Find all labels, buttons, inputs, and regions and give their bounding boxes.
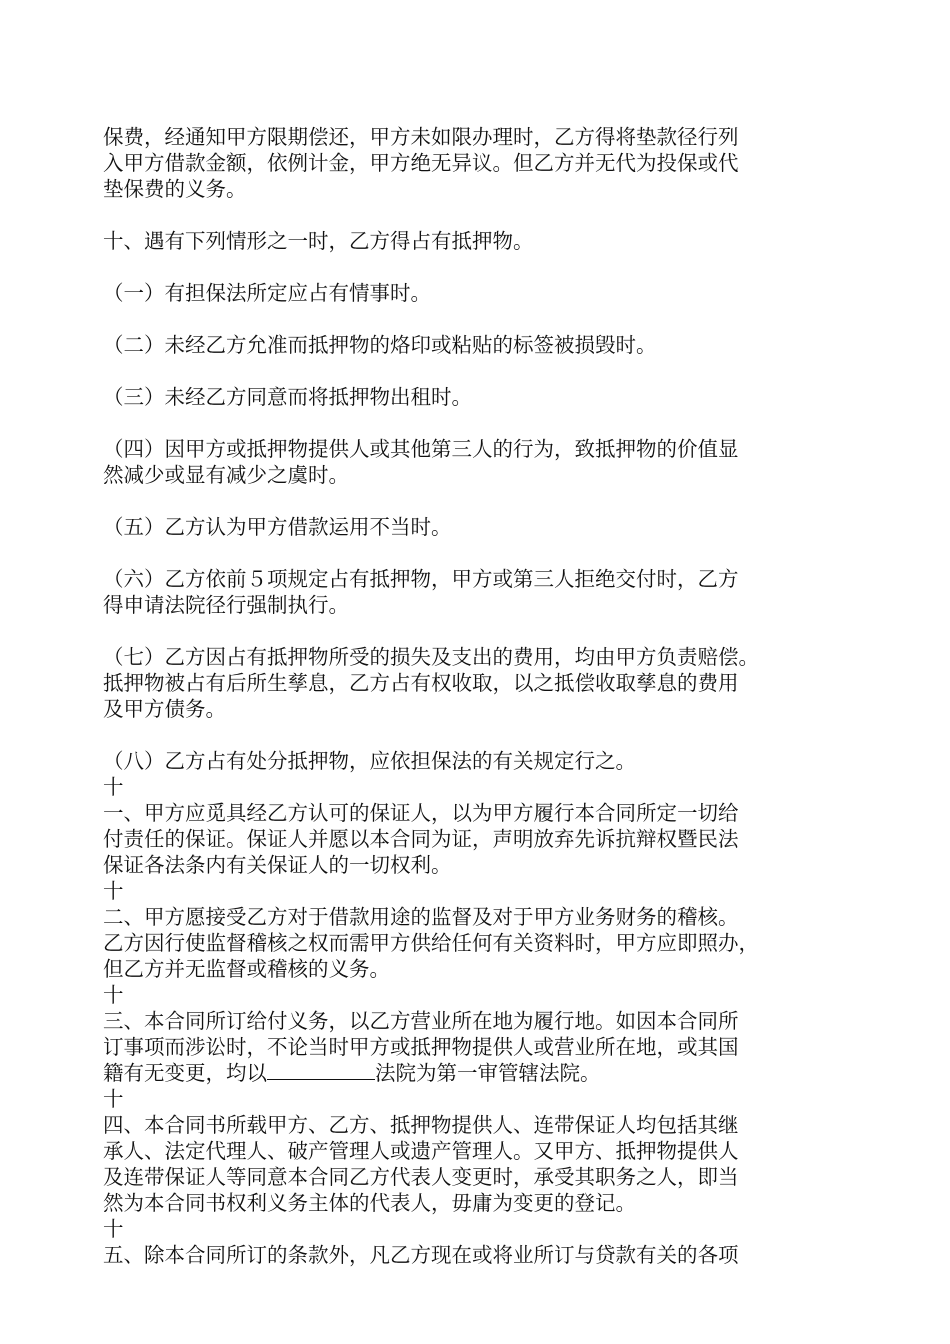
text-line: （八）乙方占有处分抵押物，应依担保法的有关规定行之。	[103, 749, 636, 773]
text-line	[103, 1060, 853, 1086]
text-line: 付责任的保证。保证人并愿以本合同为证，声明放弃先诉抗辩权暨民法	[103, 827, 739, 851]
text-line: （七）乙方因占有抵押物所受的损失及支出的费用，均由甲方负责赔偿。	[103, 645, 759, 669]
text-line: （一）有担保法所定应占有情事时。	[103, 281, 431, 305]
text-line: 保费，经通知甲方限期偿还，甲方未如限办理时，乙方得将垫款径行列	[103, 125, 739, 149]
text-line: （六）乙方依前５项规定占有抵押物，甲方或第三人拒绝交付时，乙方	[103, 567, 739, 591]
contract-page	[103, 124, 853, 1268]
text-line: 入甲方借款金额，依例计金，甲方绝无异议。但乙方并无代为投保或代	[103, 151, 739, 175]
text-line: 然减少或显有减少之虞时。	[103, 463, 349, 487]
clause-10-heading	[103, 228, 853, 254]
court-name-blank-field[interactable]	[267, 1061, 375, 1080]
text-line: 但乙方并无监督或稽核的义务。	[103, 957, 390, 981]
clause-number-ten: 十	[103, 983, 124, 1007]
clause-15	[103, 1216, 853, 1268]
clause-11	[103, 774, 853, 878]
text-line: 抵押物被占有后所生孳息，乙方占有权收取，以之抵偿收取孳息的费用	[103, 671, 739, 695]
clause-10-item-1	[103, 280, 853, 306]
text-line: （四）因甲方或抵押物提供人或其他第三人的行为，致抵押物的价值显	[103, 437, 739, 461]
clause-number-ten: 十	[103, 775, 124, 799]
text-segment: 法院为第一审管辖法院。	[375, 1061, 601, 1085]
clause-number-ten: 十	[103, 1087, 124, 1111]
clause-10-item-8	[103, 748, 853, 774]
text-line: 得申请法院径行强制执行。	[103, 593, 349, 617]
clause-number-ten: 十	[103, 1217, 124, 1241]
clause-10-item-3	[103, 384, 853, 410]
text-line: 保证各法条内有关保证人的一切权利。	[103, 853, 452, 877]
text-line: 及甲方债务。	[103, 697, 226, 721]
text-line: （二）未经乙方允准而抵押物的烙印或粘贴的标签被损毁时。	[103, 333, 657, 357]
clause-12	[103, 878, 853, 982]
clause-10-item-7	[103, 644, 853, 722]
text-line: 四、本合同书所载甲方、乙方、抵押物提供人、连带保证人均包括其继	[103, 1113, 739, 1137]
text-line: 十、遇有下列情形之一时，乙方得占有抵押物。	[103, 229, 534, 253]
text-segment: 籍有无变更，均以	[103, 1061, 267, 1085]
text-line: 乙方因行使监督稽核之权而需甲方供给任何有关资料时，甲方应即照办，	[103, 931, 759, 955]
text-line: 然为本合同书权利义务主体的代表人，毋庸为变更的登记。	[103, 1191, 636, 1215]
clause-14	[103, 1086, 853, 1216]
text-line: 订事项而涉讼时，不论当时甲方或抵押物提供人或营业所在地，或其国	[103, 1035, 739, 1059]
text-line: 二、甲方愿接受乙方对于借款用途的监督及对于甲方业务财务的稽核。	[103, 905, 739, 929]
text-line: 及连带保证人等同意本合同乙方代表人变更时，承受其职务之人，即当	[103, 1165, 739, 1189]
text-line: （三）未经乙方同意而将抵押物出租时。	[103, 385, 472, 409]
paragraph-insurance-advance	[103, 124, 853, 202]
text-line: 五、除本合同所订的条款外，凡乙方现在或将业所订与贷款有关的各项	[103, 1243, 739, 1267]
clause-10-item-4	[103, 436, 853, 488]
clause-number-ten: 十	[103, 879, 124, 903]
text-line: 垫保费的义务。	[103, 177, 247, 201]
clause-10-item-6	[103, 566, 853, 618]
text-line: 承人、法定代理人、破产管理人或遗产管理人。又甲方、抵押物提供人	[103, 1139, 739, 1163]
text-line: （五）乙方认为甲方借款运用不当时。	[103, 515, 452, 539]
text-line: 三、本合同所订给付义务，以乙方营业所在地为履行地。如因本合同所	[103, 1009, 739, 1033]
clause-10-item-5	[103, 514, 853, 540]
clause-10-item-2	[103, 332, 853, 358]
clause-13	[103, 982, 853, 1086]
text-line: 一、甲方应觅具经乙方认可的保证人，以为甲方履行本合同所定一切给	[103, 801, 739, 825]
